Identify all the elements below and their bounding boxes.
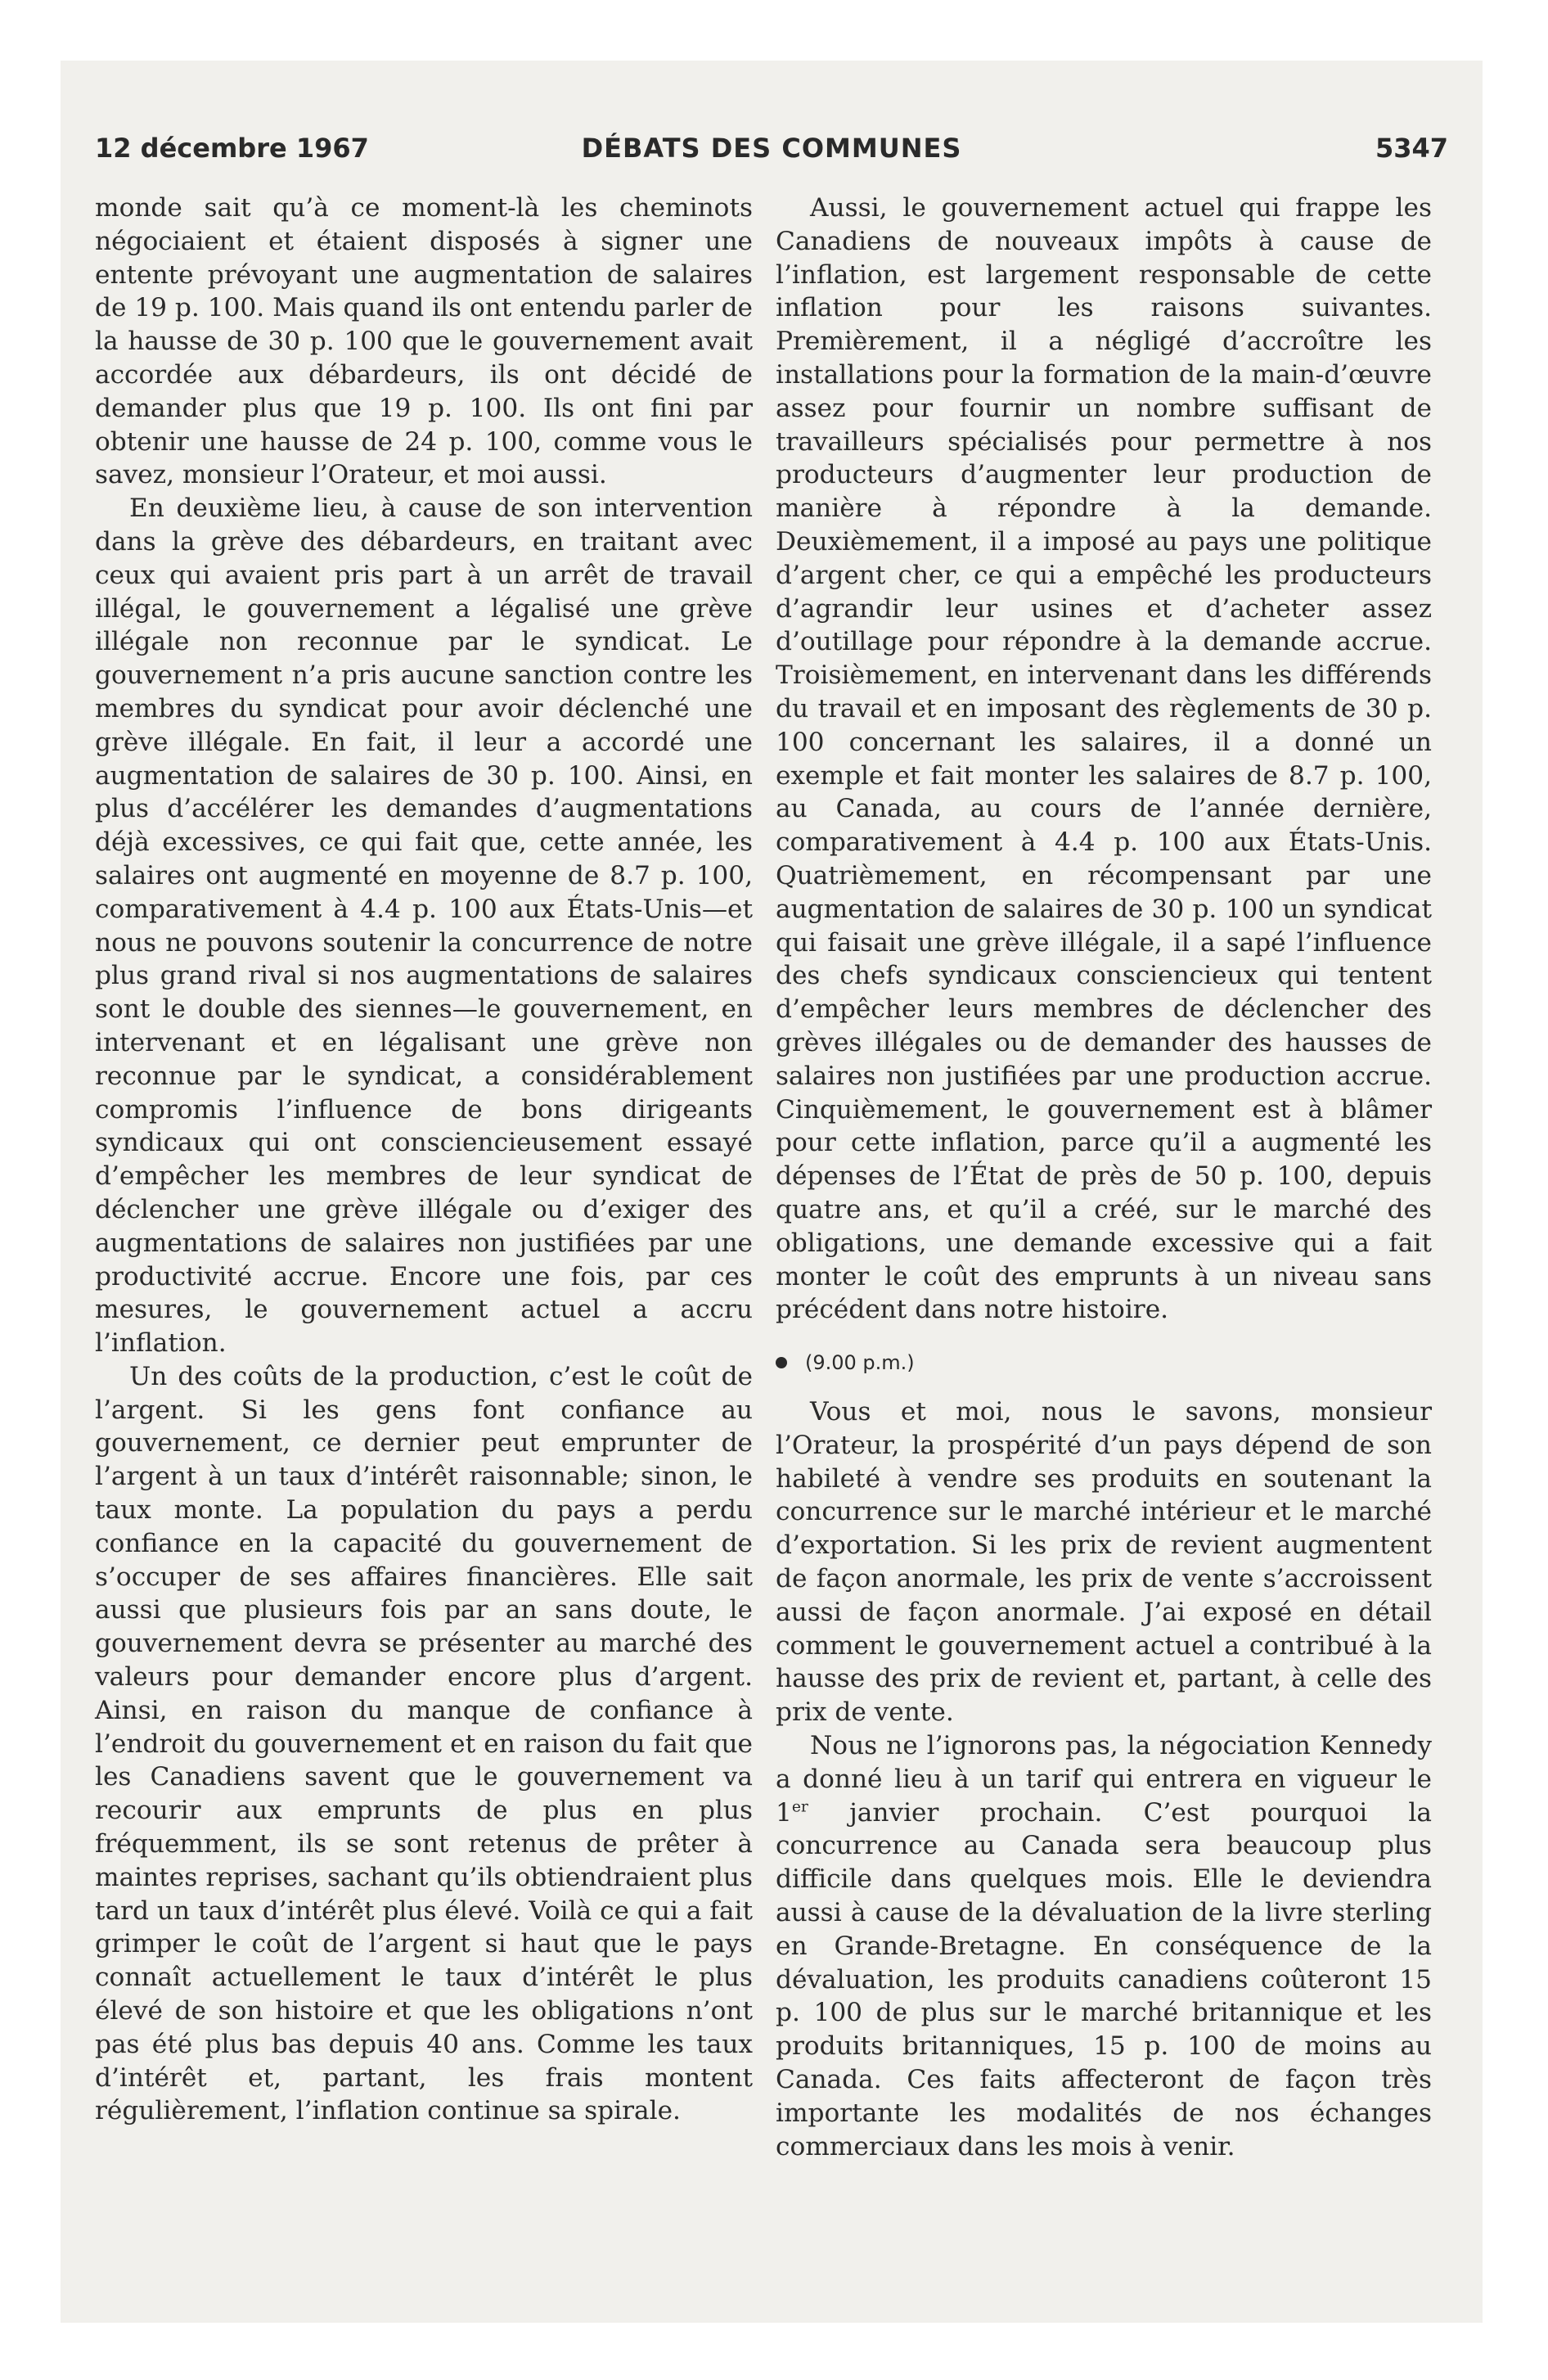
time-marker [776,1350,1432,1376]
paragraph: Vous et moi, nous le savons, monsieur l’Orateur, la prospérité d’un pays dépend de son habileté à vendre ses produits en soutenant la concurrence sur le marché intérieur et le marché d’exportation. Si les prix de revient augmentent de façon anormale, les prix de vente s’accroissent aussi de façon anormale. J’ai exposé en détail comment le gouvernement actuel a contribué à la hausse des prix de revient et, partant, à celle des prix de vente. [776,1397,1432,1728]
left-column [95,192,753,2128]
header-date: 12 décembre 1967 [95,133,369,164]
paragraph: En deuxième lieu, à cause de son intervention dans la grève des débardeurs, en traitant avec ceux qui avaient pris part à un arrêt de travail illégal, le gouvernement a légalisé une grève illégale non reconnue par le syndicat. Le gouvernement n’a pris aucune sanction contre les membres du syndicat pour avoir déclenché une grève illégale. En fait, il leur a accordé une augmentation de salaires de 30 p. 100. Ainsi, en plus d’accélérer les demandes d’augmentations déjà excessives, ce qui fait que, cette année, les salaires ont augmenté en moyenne de 8.7 p. 100, comparativement à 4.4 p. 100 aux États-Unis—et nous ne pouvons soutenir la concurrence de notre plus grand rival si nos augmentations de salaires sont le double des siennes—le gouvernement, en intervenant et en légalisant une grève non reconnue par le syndicat, a considérablement compromis l’influence de bons dirigeants syndicaux qui ont consciencieusement essayé d’empêcher les membres de leur syndicat de déclencher une grève illégale ou d’exiger des augmentations de salaires non justifiées par une productivité accrue. Encore une fois, par ces mesures, le gouvernement actuel a accru l’inflation. [95,494,753,1359]
page [61,61,1483,2323]
paragraph [776,1729,1432,2163]
header-title: DÉBATS DES COMMUNES [581,133,962,164]
page-header [95,133,1448,182]
bullet-icon [776,1357,787,1368]
paragraph: monde sait qu’à ce moment-là les cheminots négociaient et étaient disposés à signer une entente prévoyant une augmentation de salaires de 19 p. 100. Mais quand ils ont entendu parler de la hausse de 30 p. 100 que le gouvernement avait accordée aux débardeurs, ils ont décidé de demander plus que 19 p. 100. Ils ont fini par obtenir une hausse de 24 p. 100, comme vous le savez, monsieur l’Orateur, et moi aussi. [95,193,754,490]
paragraph-part: Nous ne l’ignorons pas, la négociation Kennedy a donné lieu à un tarif qui entrera en vigueur le 1 [776,1731,1432,1828]
paragraph-part: janvier prochain. C’est pourquoi la concurrence au Canada sera beaucoup plus difficile dans quelques mois. Elle le deviendra aussi à cause de la dévaluation de la livre sterling en Grande-Bretagne. En conséquence de la dévaluation, les produits canadiens coûteront 15 p. 100 de plus sur le marché britannique et les produits britanniques, 15 p. 100 de moins au Canada. Ces faits affecteront de façon très importante les modalités de nos échanges commerciaux dans les mois à venir. [776,1797,1432,2161]
superscript: er [791,1798,808,1816]
paragraph: Un des coûts de la production, c’est le coût de l’argent. Si les gens font confiance au gouvernement, ce dernier peut emprunter de l’argent à un taux d’intérêt raisonnable; sinon, le taux monte. La population du pays a perdu confiance en la capacité du gouvernement de s’occuper de ses affaires financières. Elle sait aussi que plusieurs fois par an sans doute, le gouvernement devra se présenter au marché des valeurs pour demander encore plus d’argent. Ainsi, en raison du manque de confiance à l’endroit du gouvernement et en raison du fait que les Canadiens savent que le gouvernement va recourir aux emprunts de plus en plus fréquemment, ils se sont retenus de prêter à maintes reprises, sachant qu’ils obtiendraient plus tard un taux d’intérêt plus élevé. Voilà ce qui a fait grimper le coût de l’argent si haut que le pays connaît actuellement le taux d’intérêt le plus élevé de son histoire et que les obligations n’ont pas été plus bas depuis 40 ans. Comme les taux d’intérêt et, partant, les frais montent régulièrement, l’inflation continue sa spirale. [95,1361,754,2126]
header-page-number: 5347 [1375,133,1448,164]
time-marker-text: (9.00 p.m.) [805,1351,915,1375]
paragraph: Aussi, le gouvernement actuel qui frappe les Canadiens de nouveaux impôts à cause de l’inflation, est largement responsable de cette inflation pour les raisons suivantes. Premièrement, il a négligé d’accroître les installations pour la formation de la main-d’œuvre assez pour fournir un nombre suffisant de travailleurs spécialisés pour permettre à nos producteurs d’augmenter leur production de manière à répondre à la demande. Deuxièmement, il a imposé au pays une politique d’argent cher, ce qui a empêché les producteurs d’agrandir leur usines et d’acheter assez d’outillage pour répondre à la demande accrue. Troisièmement, en intervenant dans les différends du travail et en imposant des règlements de 30 p. 100 concernant les salaires, il a donné un exemple et fait monter les salaires de 8.7 p. 100, au Canada, au cours de l’année dernière, comparativement à 4.4 p. 100 aux États-Unis. Quatrièmement, en récompensant par une augmentation de salaires de 30 p. 100 un syndicat qui faisait une grève illégale, il a sapé l’influence des chefs syndicaux consciencieux qui tentent d’empêcher leurs membres de déclencher des grèves illégales ou de demander des hausses de salaires non justifiées par une production accrue. Cinquièmement, le gouvernement est à blâmer pour cette inflation, parce qu’il a augmenté les dépenses de l’État de près de 50 p. 100, depuis quatre ans, et qu’il a créé, sur le marché des obligations, une demande excessive qui a fait monter le coût des emprunts à un niveau sans précédent dans notre histoire. [776,193,1432,1325]
right-column [776,192,1432,2163]
